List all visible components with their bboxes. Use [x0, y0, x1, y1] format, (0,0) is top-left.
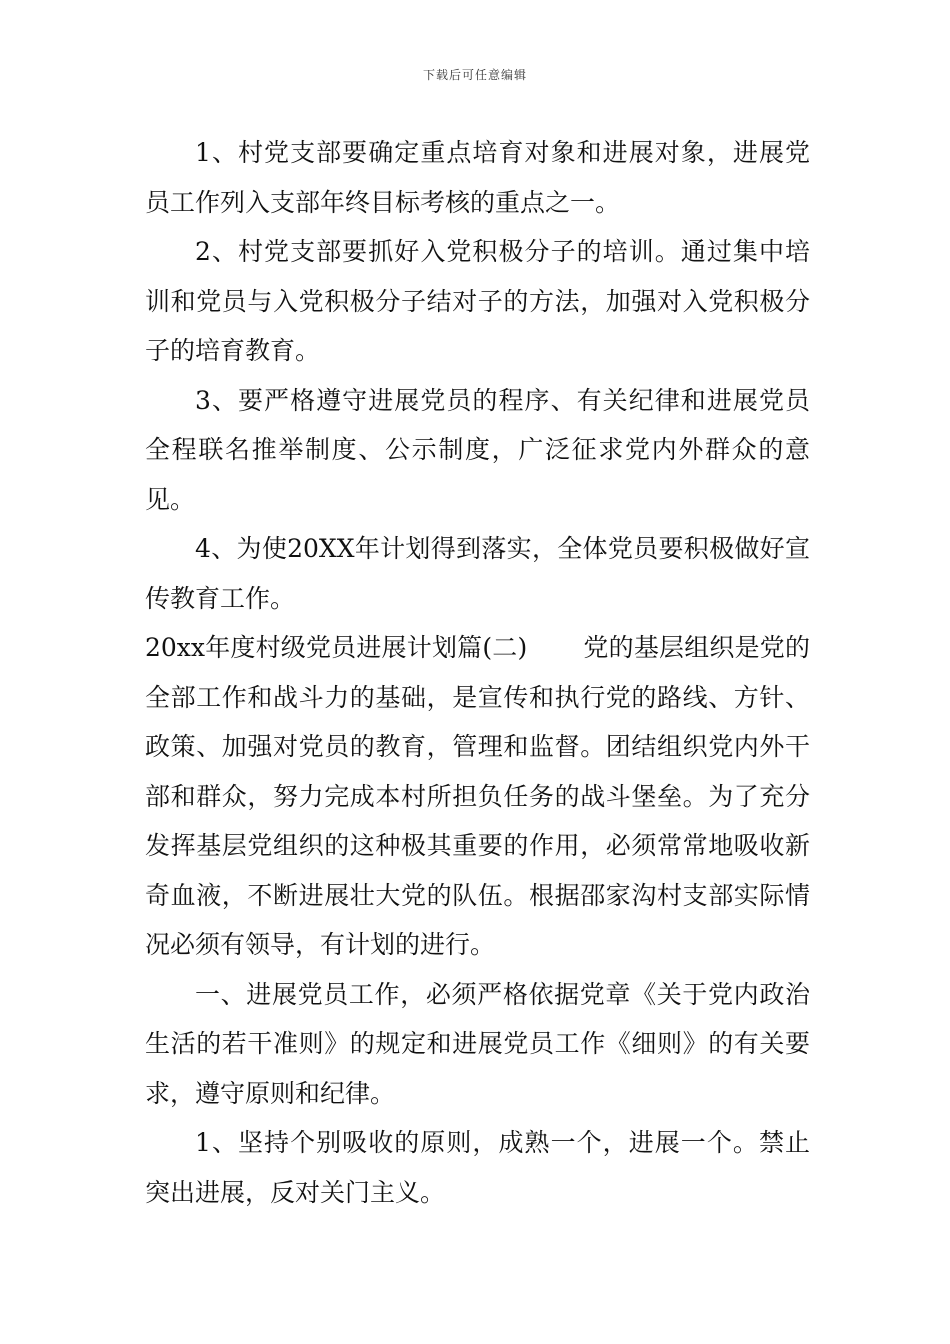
paragraph-5 — [145, 623, 810, 970]
section-intro: 党的基层组织是党的全部工作和战斗力的基础，是宣传和执行党的路线、方针、政策、加强对党员的教育，管理和监督。团结组织党内外干部和群众，努力完成本村所担负任务的战斗堡垒。为了充分发挥基层党组织的这种极其重要的作用，必须常常地吸收新奇血液，不断进展壮大党的队伍。根据邵家沟村支部实际情况必须有领导，有计划的进行。 — [145, 633, 810, 959]
section-title: 20xx年度村级党员进展计划篇(二) — [145, 633, 528, 662]
paragraph-1: 1、村党支部要确定重点培育对象和进展对象，进展党员工作列入支部年终目标考核的重点之一。 — [145, 138, 810, 217]
paragraph-3: 3、要严格遵守进展党员的程序、有关纪律和进展党员全程联名推举制度、公示制度，广泛征求党内外群众的意见。 — [145, 385, 810, 514]
paragraph-7: 1、坚持个别吸收的原则，成熟一个，进展一个。禁止突出进展，反对关门主义。 — [145, 1128, 810, 1207]
paragraph-2: 2、村党支部要抓好入党积极分子的培训。通过集中培训和党员与入党积极分子结对子的方法，加强对入党积极分子的培育教育。 — [145, 237, 810, 365]
document-body — [145, 128, 810, 1217]
paragraph-4: 4、为使20XX年计划得到落实，全体党员要积极做好宣传教育工作。 — [145, 534, 810, 613]
paragraph-6: 一、进展党员工作，必须严格依据党章《关于党内政治生活的若干准则》的规定和进展党员工作《细则》的有关要求，遵守原则和纪律。 — [145, 979, 810, 1108]
page-header: 下载后可任意编辑 — [422, 68, 527, 82]
